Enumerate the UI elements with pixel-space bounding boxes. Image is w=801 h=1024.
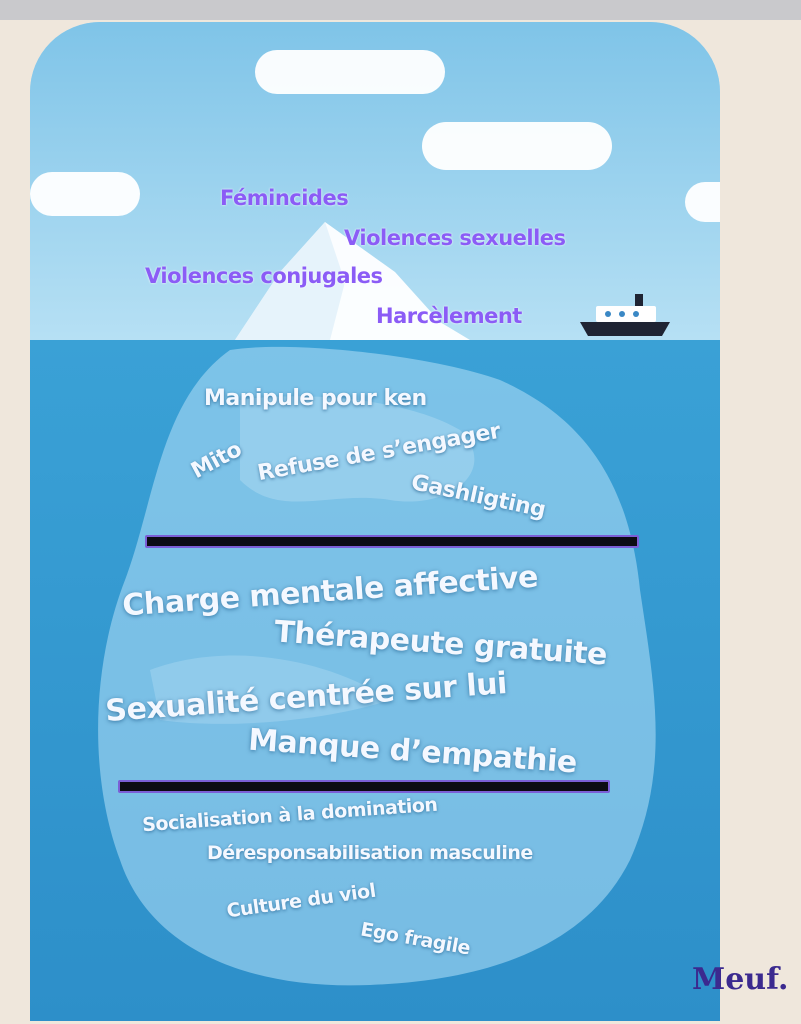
surface-label: Fémincides	[220, 186, 349, 210]
middle-label: Sexualité centrée sur lui	[104, 666, 508, 729]
shallow-label: Gashligting	[408, 470, 548, 523]
divider-line	[145, 535, 639, 548]
deep-label: Socialisation à la domination	[141, 793, 439, 837]
surface-label: Harcèlement	[376, 304, 522, 328]
meuf-logo: Meuf.	[692, 962, 789, 997]
deep-label: Ego fragile	[358, 918, 472, 960]
surface-label: Violences conjugales	[145, 264, 383, 288]
shallow-label: Mito	[187, 437, 246, 484]
middle-label: Manque d’empathie	[247, 722, 578, 781]
deep-label: Déresponsabilisation masculine	[207, 842, 533, 864]
middle-label: Thérapeute gratuite	[273, 614, 609, 673]
ship-icon	[580, 290, 675, 342]
iceberg-poster	[30, 22, 720, 1021]
shallow-label: Manipule pour ken	[204, 386, 427, 411]
middle-label: Charge mentale affective	[121, 559, 540, 624]
top-bar	[0, 0, 801, 20]
surface-label: Violences sexuelles	[344, 226, 566, 250]
deep-label: Culture du viol	[225, 879, 377, 923]
divider-line	[118, 780, 610, 793]
shallow-label: Refuse de s’engager	[255, 418, 503, 487]
